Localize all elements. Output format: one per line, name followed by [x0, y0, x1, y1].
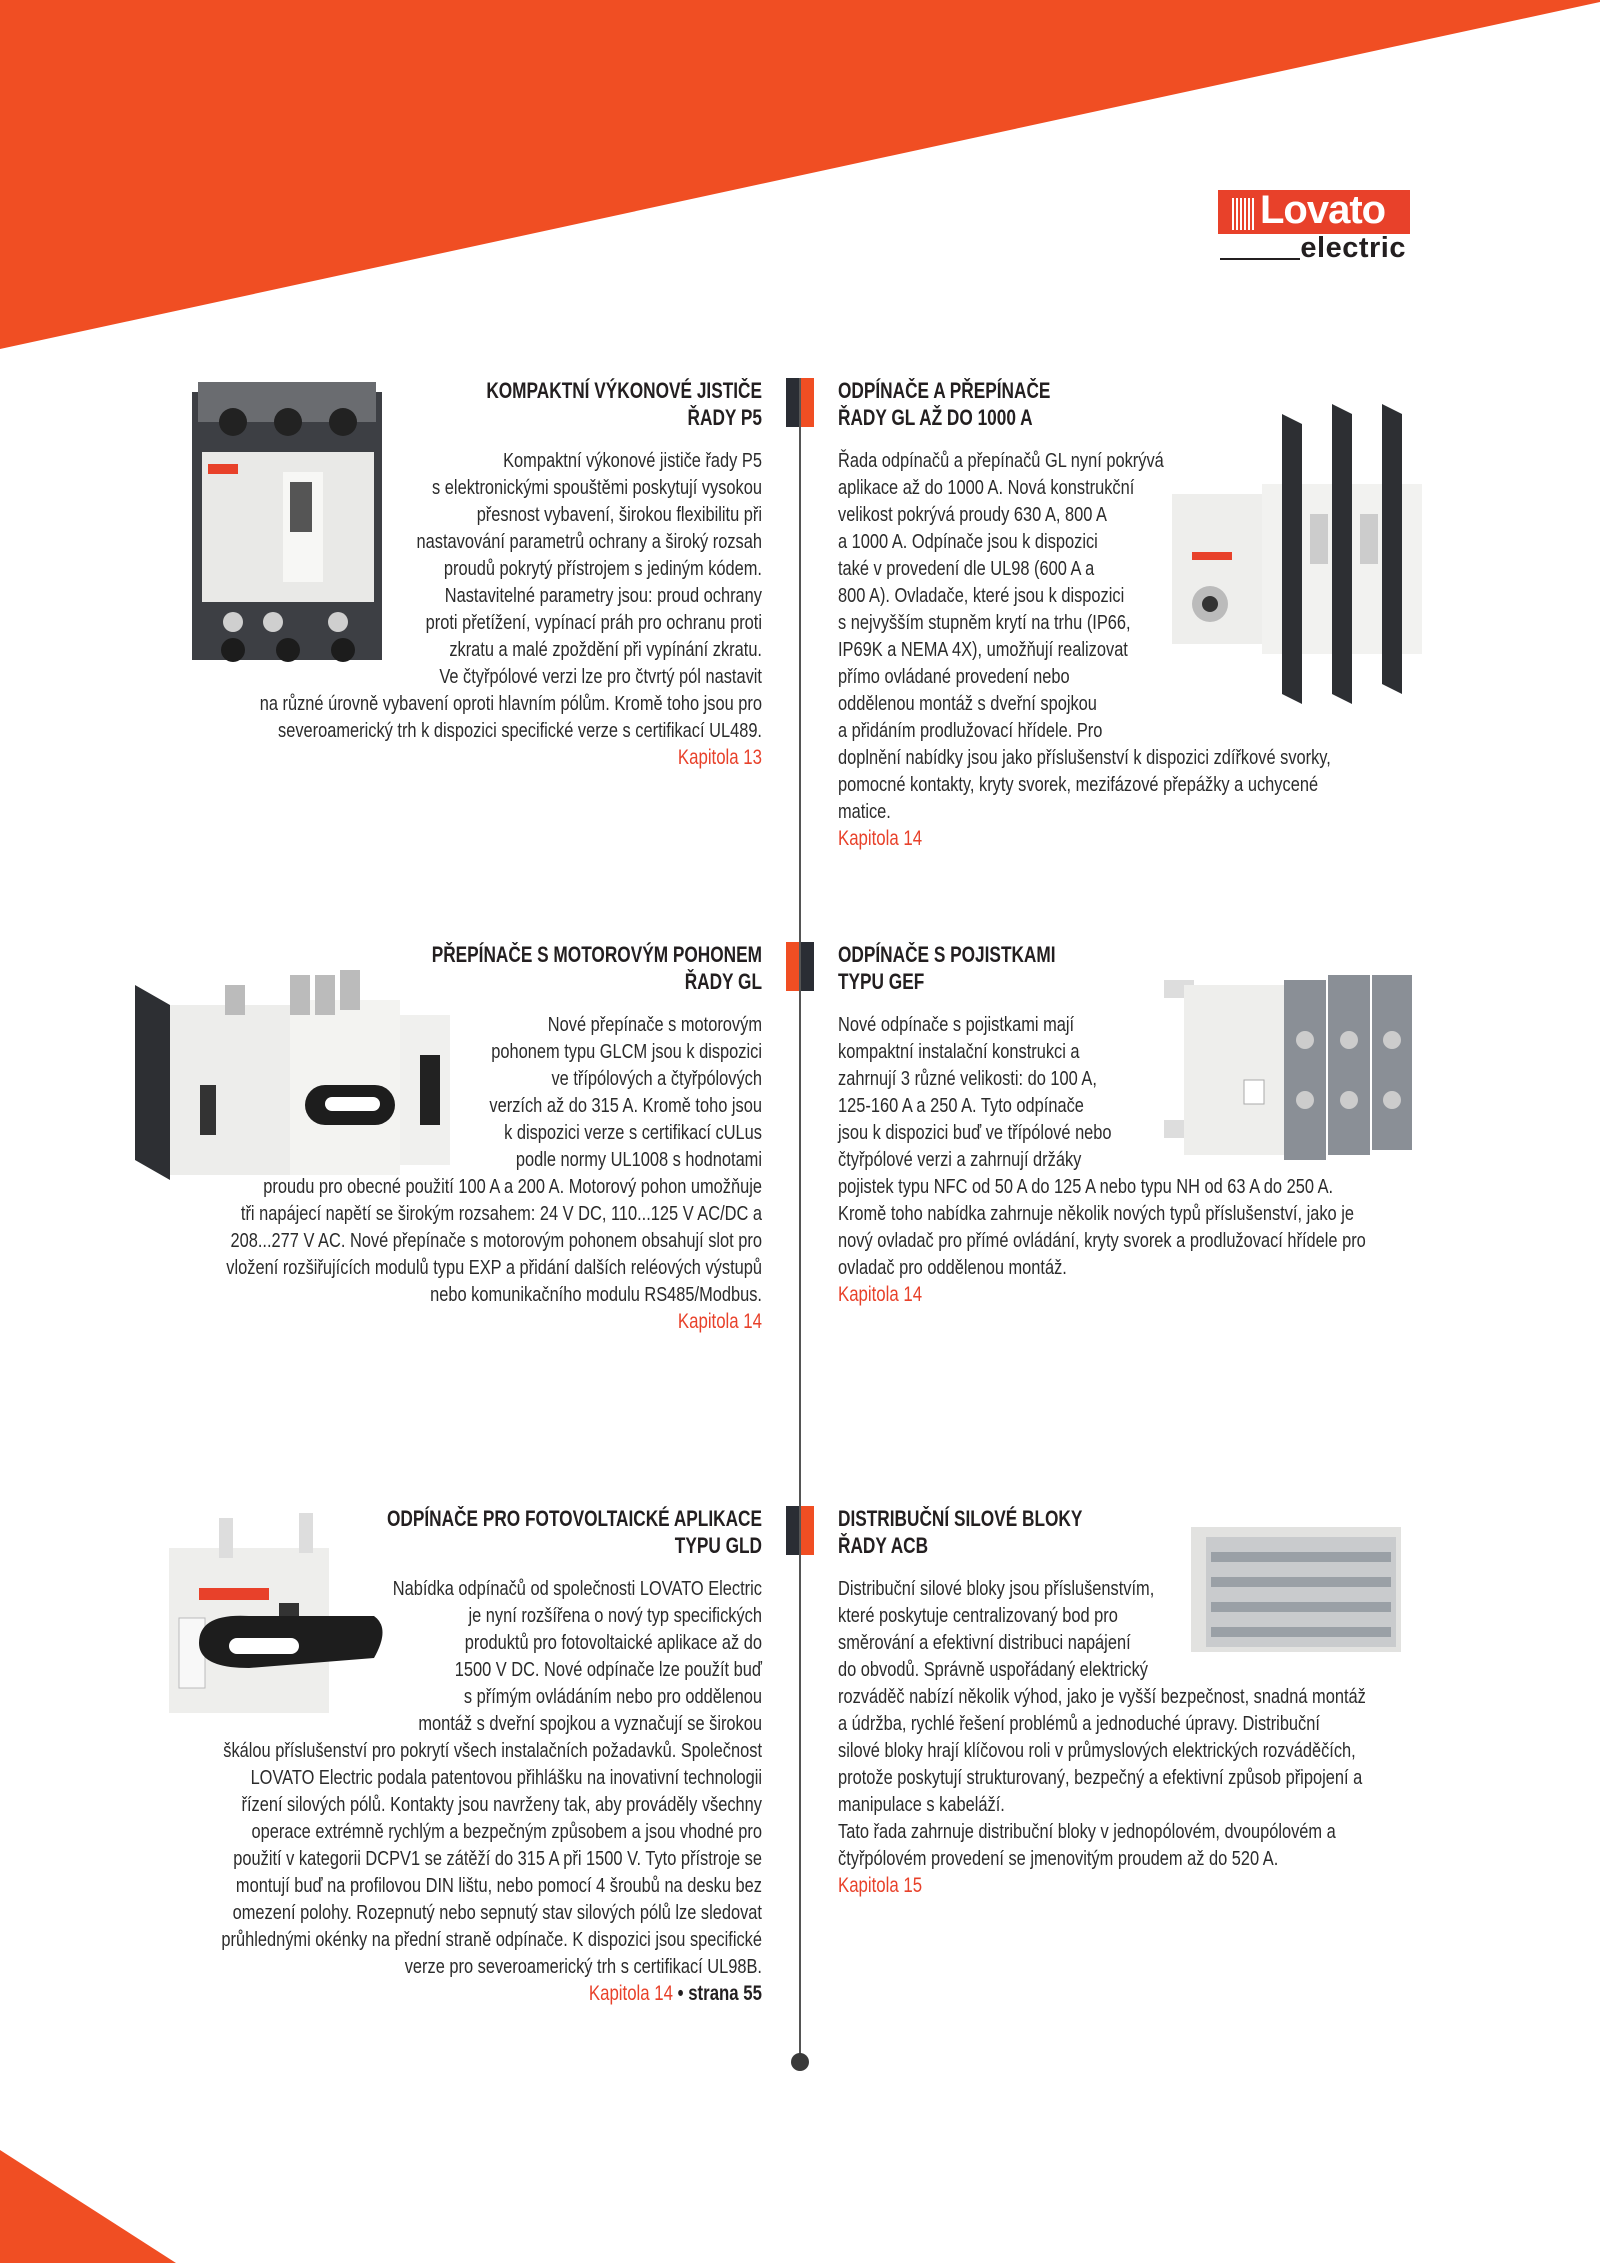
- body-text-line: k dispozici verze s certifikací cULus: [504, 1121, 762, 1144]
- section-title-line: ODPÍNAČE PRO FOTOVOLTAICKÉ APLIKACE: [386, 1506, 762, 1531]
- section-body: [154, 1011, 762, 1308]
- body-text-line: a 1000 A. Odpínače jsou k dispozici: [838, 530, 1098, 553]
- body-text-line: produktů pro fotovoltaické aplikace až do: [464, 1631, 762, 1654]
- product-section: [838, 378, 1446, 852]
- page-reference: • strana 55: [677, 1982, 762, 2005]
- body-text-line: podle normy UL1008 s hodnotami: [515, 1148, 762, 1171]
- section-body: [838, 447, 1446, 825]
- body-text-line: škálou příslušenství pro pokrytí všech instalačních požadavků. Společnost: [223, 1739, 762, 1762]
- body-text-line: a údržba, rychlé řešení problémů a jednoduché úpravy. Distribuční: [838, 1712, 1320, 1735]
- body-text-line: tři napájecí napětí se širokým rozsahem: 24 V DC, 110...125 V AC/DC a: [240, 1202, 762, 1225]
- body-text-line: Kompaktní výkonové jističe řady P5: [503, 449, 762, 472]
- chapter-link[interactable]: Kapitola 15: [838, 1874, 923, 1897]
- section-title-line: KOMPAKTNÍ VÝKONOVÉ JISTIČE: [486, 378, 762, 403]
- body-text-line: doplnění nabídky jsou jako příslušenství k dispozici zdířkové svorky,: [838, 746, 1331, 769]
- body-text-line: proti přetížení, vypínací práh pro ochranu proti: [425, 611, 762, 634]
- section-body: [838, 1011, 1446, 1281]
- body-text-line: IP69K a NEMA 4X), umožňují realizovat: [838, 638, 1128, 661]
- section-title: [838, 942, 1434, 995]
- body-text-line: směrování a efektivní distribuci napájení: [838, 1631, 1131, 1654]
- body-text-line: 125-160 A a 250 A. Tyto odpínače: [838, 1094, 1084, 1117]
- section-title-line: DISTRIBUČNÍ SILOVÉ BLOKY: [838, 1506, 1083, 1531]
- body-text-line: na různé úrovně vybavení oproti hlavním pólům. Kromě toho jsou pro: [259, 692, 762, 715]
- body-text-line: nebo komunikačního modulu RS485/Modbus.: [430, 1283, 762, 1306]
- section-title-line: TYPU GEF: [838, 968, 925, 994]
- section-body: [154, 1575, 762, 1980]
- logo-subtitle: electric: [1300, 232, 1406, 264]
- section-title: [838, 378, 1434, 431]
- body-text-line: zahrnují 3 různé velikosti: do 100 A,: [838, 1067, 1097, 1090]
- chapter-link[interactable]: Kapitola 13: [677, 746, 762, 769]
- section-title-line: TYPU GLD: [674, 1532, 762, 1558]
- body-text-line: proudů pokrytý přístrojem s jediným kódem.: [443, 557, 762, 580]
- body-text-line: průhlednými okénky na přední straně odpínače. K dispozici jsou specifické: [221, 1928, 762, 1951]
- section-title: [166, 942, 762, 995]
- body-text-line: kompaktní instalační konstrukci a: [838, 1040, 1080, 1063]
- bottom-orange-corner: [0, 2150, 176, 2263]
- section-title-line: ODPÍNAČE A PŘEPÍNAČE: [838, 378, 1051, 403]
- body-text-line: omezení polohy. Rozepnutý nebo sepnutý stav silových pólů lze sledovat: [232, 1901, 762, 1924]
- body-text-line: Kromě toho nabídka zahrnuje několik nových typů příslušenství, jako je: [838, 1202, 1354, 1225]
- section-marker: [786, 1506, 815, 1555]
- body-text-line: nový ovladač pro přímé ovládání, kryty svorek a prodlužovací hřídele pro: [838, 1229, 1366, 1252]
- section-title-line: PŘEPÍNAČE S MOTOROVÝM POHONEM: [431, 942, 762, 967]
- body-text-line: ovladač pro oddělenou montáž.: [838, 1256, 1067, 1279]
- body-text-line: 800 A). Ovladače, které jsou k dispozici: [838, 584, 1125, 607]
- body-text-line: Řada odpínačů a přepínačů GL nyní pokrývá: [838, 449, 1164, 472]
- body-text-line: oddělenou montáž s dveřní spojkou: [838, 692, 1097, 715]
- chapter-link[interactable]: Kapitola 14: [588, 1982, 673, 2005]
- chapter-link[interactable]: Kapitola 14: [677, 1310, 762, 1333]
- body-text-line: velikost pokrývá proudy 630 A, 800 A: [838, 503, 1107, 526]
- body-text-line: zkratu a malé zpoždění při vypínání zkratu.: [449, 638, 762, 661]
- section-title: [166, 378, 762, 431]
- body-text-line: 1500 V DC. Nové odpínače lze použít buď: [454, 1658, 762, 1681]
- body-text-line: LOVATO Electric podala patentovou přihlášku na inovativní technologii: [250, 1766, 762, 1789]
- body-text-line: Nové přepínače s motorovým: [547, 1013, 762, 1036]
- body-text-line: silové bloky hrají klíčovou roli v průmyslových elektrických rozváděčích,: [838, 1739, 1356, 1762]
- chapter-reference: [154, 1308, 762, 1335]
- body-text-line: které poskytuje centralizovaný bod pro: [838, 1604, 1118, 1627]
- body-text-line: s přímým ovládáním nebo pro oddělenou: [463, 1685, 762, 1708]
- chapter-reference: [838, 1281, 1446, 1308]
- body-text-line: přesnost vybavení, širokou flexibilitu při: [476, 503, 762, 526]
- body-text-line: 208...277 V AC. Nové přepínače s motorovým pohonem obsahují slot pro: [230, 1229, 762, 1252]
- product-section: [838, 942, 1446, 1308]
- lovato-electric-logo: [1218, 190, 1410, 266]
- body-text-line: protože poskytují strukturovaný, bezpečný a efektivní způsob připojení a: [838, 1766, 1363, 1789]
- logo-red-box: [1218, 190, 1410, 234]
- body-text-line: s elektronickými spouštěmi poskytují vysokou: [432, 476, 762, 499]
- logo-wordmark: Lovato: [1260, 188, 1386, 232]
- body-text-line: také v provedení dle UL98 (600 A a: [838, 557, 1095, 580]
- product-section: [154, 378, 762, 771]
- section-title: [166, 1506, 762, 1559]
- body-text-line: Ve čtyřpólové verzi lze pro čtvrtý pól nastavit: [439, 665, 762, 688]
- body-text-line: rozváděč nabízí několik výhod, jako je vyšší bezpečnost, snadná montáž: [838, 1685, 1366, 1708]
- body-text-line: Nové odpínače s pojistkami mají: [838, 1013, 1075, 1036]
- body-text-line: aplikace až do 1000 A. Nová konstrukční: [838, 476, 1135, 499]
- product-section: [154, 942, 762, 1335]
- body-text-line: Nastavitelné parametry jsou: proud ochrany: [444, 584, 762, 607]
- body-text-line: pomocné kontakty, kryty svorek, mezifázové přepážky a uchycené: [838, 773, 1319, 796]
- body-text-line: přímo ovládané provedení nebo: [838, 665, 1070, 688]
- body-text-line: je nyní rozšířena o nový typ specifických: [468, 1604, 762, 1627]
- body-text-line: použití v kategorii DCPV1 se zátěží do 315 A při 1500 V. Tyto přístroje se: [233, 1847, 762, 1870]
- body-text-line: montáž s dveřní spojkou a vyznačují se širokou: [418, 1712, 762, 1735]
- body-text-line: manipulace s kabeláží.: [838, 1793, 1005, 1816]
- chapter-reference: [154, 744, 762, 771]
- chapter-link[interactable]: Kapitola 14: [838, 827, 923, 850]
- body-text-line: verze pro severoamerický trh s certifikací UL98B.: [404, 1955, 762, 1978]
- body-text-line: ve třípólových a čtyřpólových: [551, 1067, 762, 1090]
- body-text-line: pohonem typu GLCM jsou k dispozici: [491, 1040, 762, 1063]
- section-marker: [786, 378, 815, 427]
- section-title-line: ŘADY GL: [684, 968, 762, 994]
- product-section: [154, 1506, 762, 2007]
- section-body: [838, 1575, 1446, 1872]
- body-text-line: Nabídka odpínačů od společnosti LOVATO Electric: [392, 1577, 762, 1600]
- body-text-line: řízení silových pólů. Kontakty jsou navrženy tak, aby prováděly všechny: [241, 1793, 763, 1816]
- logo-bars-icon: [1232, 198, 1256, 230]
- chapter-reference: [154, 1980, 762, 2007]
- body-text-line: proudu pro obecné použití 100 A a 200 A. Motorový pohon umožňuje: [263, 1175, 762, 1198]
- body-text-line: pojistek typu NFC od 50 A do 125 A nebo typu NH od 63 A do 250 A.: [838, 1175, 1334, 1198]
- section-title-line: ŘADY ACB: [838, 1532, 929, 1558]
- body-text-line: montují buď na profilovou DIN lištu, nebo pomocí 4 šroubů na desku bez: [235, 1874, 763, 1897]
- body-text-line: a přidáním prodlužovací hřídele. Pro: [838, 719, 1103, 742]
- body-text-line: do obvodů. Správně uspořádaný elektrický: [838, 1658, 1148, 1681]
- top-orange-banner: [0, 0, 1600, 349]
- body-text-line: čtyřpólové verzi a zahrnují držáky: [838, 1148, 1082, 1171]
- body-text-line: verzích až do 315 A. Kromě toho jsou: [489, 1094, 762, 1117]
- body-text-line: jsou k dispozici buď ve třípólové nebo: [838, 1121, 1112, 1144]
- logo-underline: [1220, 258, 1300, 260]
- section-body: [154, 447, 762, 744]
- body-text-line: operace extrémně rychlým a bezpečným způsobem a jsou vhodné pro: [251, 1820, 762, 1843]
- chapter-reference: [838, 825, 1446, 852]
- body-text-line: matice.: [838, 800, 891, 823]
- body-text-line: vložení rozšiřujících modulů typu EXP a přidání dalších reléových výstupů: [226, 1256, 763, 1279]
- body-text-line: čtyřpólovém provedení se jmenovitým proudem až do 520 A.: [838, 1847, 1279, 1870]
- section-title-line: ŘADY GL AŽ DO 1000 A: [838, 404, 1033, 430]
- section-title-line: ODPÍNAČE S POJISTKAMI: [838, 942, 1056, 967]
- body-text-line: s nejvyšším stupněm krytí na trhu (IP66,: [838, 611, 1131, 634]
- section-marker: [786, 942, 815, 991]
- column-divider: [799, 378, 801, 2061]
- section-title: [838, 1506, 1434, 1559]
- chapter-link[interactable]: Kapitola 14: [838, 1283, 923, 1306]
- section-title-line: ŘADY P5: [687, 404, 762, 430]
- body-text-line: severoamerický trh k dispozici specifické verze s certifikací UL489.: [278, 719, 762, 742]
- chapter-reference: [838, 1872, 1446, 1899]
- body-text-line: Distribuční silové bloky jsou příslušenstvím,: [838, 1577, 1155, 1600]
- divider-end-dot: [791, 2053, 809, 2071]
- body-text-line: Tato řada zahrnuje distribuční bloky v jednopólovém, dvoupólovém a: [838, 1820, 1336, 1843]
- body-text-line: nastavování parametrů ochrany a široký rozsah: [416, 530, 762, 553]
- product-section: [838, 1506, 1446, 1899]
